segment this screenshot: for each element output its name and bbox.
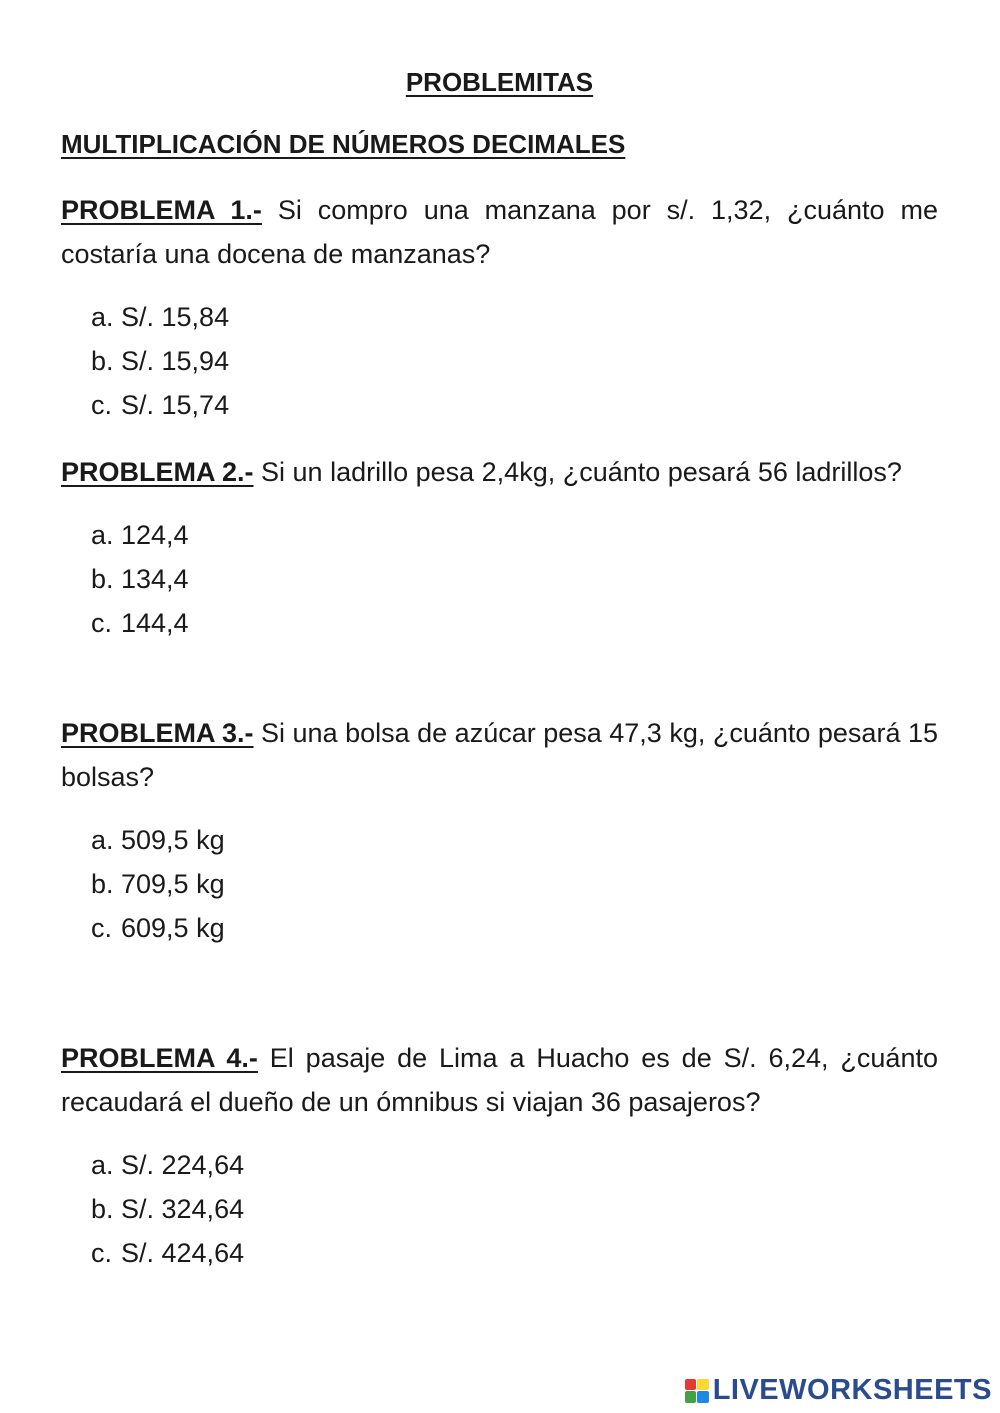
- option-a[interactable]: a. 509,5 kg: [91, 825, 225, 855]
- problem-2: [61, 450, 938, 645]
- logo-cell: [697, 1379, 709, 1391]
- problem-text: Si compro una manzana por s/. 1,32, ¿cuánto me costaría una docena de manzanas?: [61, 195, 938, 269]
- option-c[interactable]: c. 144,4: [91, 608, 189, 638]
- problem-question: [61, 711, 938, 799]
- option-b[interactable]: b. S/. 324,64: [91, 1194, 245, 1224]
- liveworksheets-logo-icon: [685, 1379, 709, 1403]
- liveworksheets-watermark: [685, 1374, 992, 1407]
- problem-question: [61, 450, 938, 494]
- options-list: [61, 1143, 938, 1275]
- options-list: [61, 513, 938, 645]
- problem-label: PROBLEMA 2.-: [61, 457, 254, 487]
- logo-cell: [697, 1391, 709, 1403]
- logo-cell: [685, 1379, 697, 1391]
- problem-4: [61, 1036, 938, 1275]
- option-a[interactable]: a. 124,4: [91, 520, 189, 550]
- problem-text: Si una bolsa de azúcar pesa 47,3 kg, ¿cuánto pesará 15 bolsas?: [61, 718, 938, 792]
- problem-label: PROBLEMA 3.-: [61, 718, 254, 748]
- problem-text: El pasaje de Lima a Huacho es de S/. 6,24, ¿cuánto recaudará el dueño de un ómnibus si viajan 36 pasajeros?: [61, 1043, 938, 1117]
- option-b[interactable]: b. 709,5 kg: [91, 869, 225, 899]
- problem-label: PROBLEMA 4.-: [61, 1043, 258, 1073]
- option-c[interactable]: c. 609,5 kg: [91, 913, 225, 943]
- option-c[interactable]: c. S/. 15,74: [91, 390, 230, 420]
- problem-text: Si un ladrillo pesa 2,4kg, ¿cuánto pesará 56 ladrillos?: [261, 457, 902, 487]
- watermark-text: LIVEWORKSHEETS: [712, 1374, 992, 1406]
- problem-label: PROBLEMA 1.-: [61, 195, 262, 225]
- page-subtitle: MULTIPLICACIÓN DE NÚMEROS DECIMALES: [61, 129, 626, 159]
- page-title: PROBLEMITAS: [405, 67, 594, 97]
- option-a[interactable]: a. S/. 15,84: [91, 302, 230, 332]
- problem-question: [61, 188, 938, 276]
- option-b[interactable]: b. S/. 15,94: [91, 346, 230, 376]
- options-list: [61, 295, 938, 427]
- problem-3: [61, 711, 938, 950]
- logo-cell: [685, 1391, 697, 1403]
- option-a[interactable]: a. S/. 224,64: [91, 1150, 245, 1180]
- problem-1: [61, 188, 938, 427]
- options-list: [61, 818, 938, 950]
- option-b[interactable]: b. 134,4: [91, 564, 189, 594]
- problem-question: [61, 1036, 938, 1124]
- option-c[interactable]: c. S/. 424,64: [91, 1238, 245, 1268]
